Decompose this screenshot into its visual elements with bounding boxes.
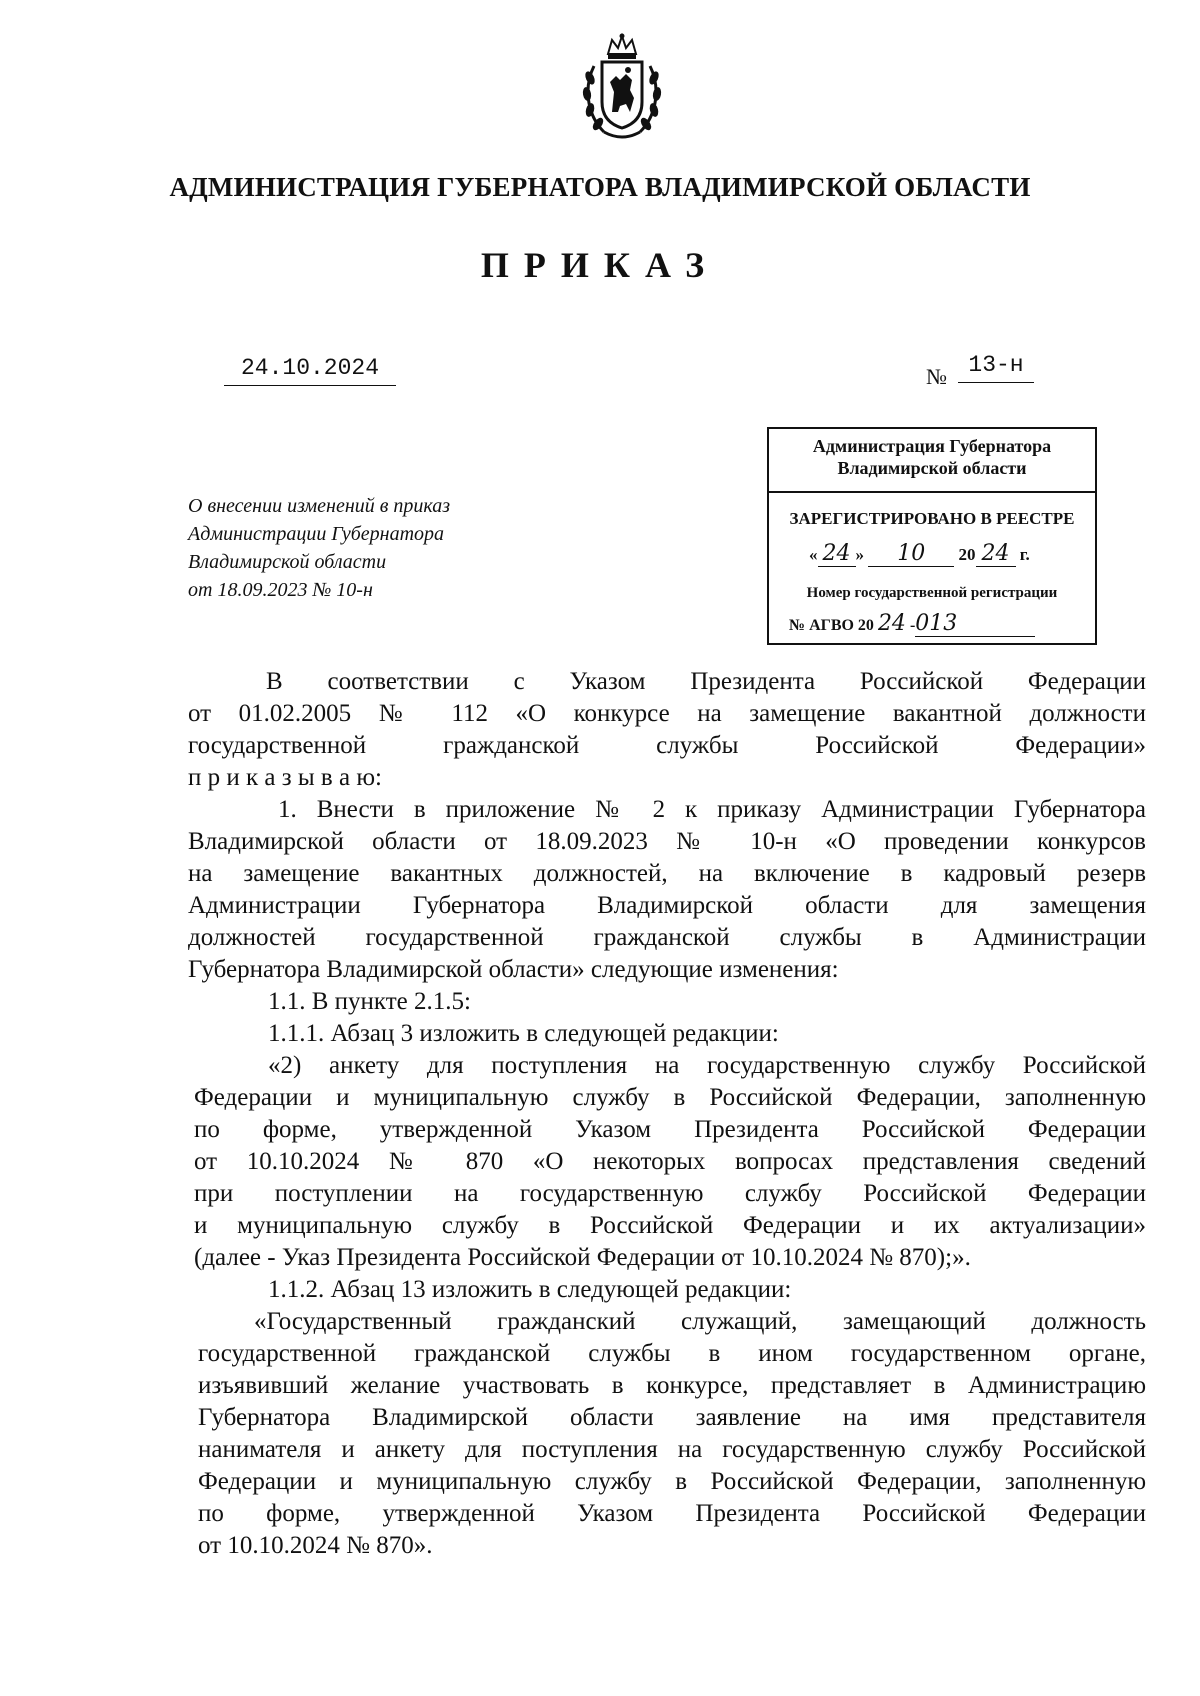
- body-line: Федерации и муниципальную службу в Российской Федерации, заполненную: [194, 1084, 1146, 1111]
- document-date: 24.10.2024: [224, 355, 396, 386]
- stamp-org-line-1: Администрация Губернатора: [812, 436, 1052, 456]
- stamp-organization: [769, 435, 1095, 479]
- body-line: Администрации Губернатора Владимирской области для замещения: [188, 892, 1146, 919]
- body-line: должностей государственной гражданской службы в Администрации: [188, 924, 1146, 951]
- stamp-quote-open: «: [809, 545, 818, 564]
- subject-line: от 18.09.2023 № 10-н: [188, 579, 373, 601]
- organization-title: АДМИНИСТРАЦИЯ ГУБЕРНАТОРА ВЛАДИМИРСКОЙ ОБЛАСТИ: [169, 172, 1031, 202]
- stamp-date: [809, 541, 1030, 567]
- stamp-reg-prefix: № АГВО 20: [789, 617, 874, 634]
- stamp-month: 10: [868, 541, 954, 567]
- stamp-divider: [769, 491, 1095, 493]
- number-sign: №: [926, 364, 947, 389]
- body-line: на замещение вакантных должностей, на включение в кадровый резерв: [188, 860, 1146, 887]
- stamp-gos-reg-label: Номер государственной регистрации: [806, 585, 1058, 601]
- body-line: нанимателя и анкету для поступления на государственную службу Российской: [198, 1436, 1146, 1463]
- body-line: от 10.10.2024 № 870».: [198, 1532, 433, 1559]
- document-subject: [188, 492, 450, 604]
- body-line: от 10.10.2024 № 870 «О некоторых вопросах представления сведений: [194, 1148, 1146, 1175]
- stamp-year-prefix: 20: [958, 545, 976, 564]
- body-line: государственной гражданской службы в ином государственном органе,: [198, 1340, 1146, 1367]
- document-type-title: ПРИКАЗ: [480, 245, 720, 285]
- stamp-year-unit: г.: [1019, 545, 1030, 564]
- body-line: по форме, утвержденной Указом Президента Российской Федерации: [198, 1500, 1146, 1527]
- registration-stamp: [767, 427, 1097, 645]
- body-line: по форме, утвержденной Указом Президента Российской Федерации: [194, 1116, 1146, 1143]
- body-line: изъявивший желание участвовать в конкурсе, представляет в Администрацию: [198, 1372, 1146, 1399]
- stamp-quote-close: »: [855, 545, 864, 564]
- stamp-year-suffix: 24: [976, 541, 1016, 567]
- stamp-registered-label: ЗАРЕГИСТРИРОВАНО В РЕЕСТРЕ: [789, 509, 1075, 528]
- body-line: 1. Внести в приложение № 2 к приказу Администрации Губернатора: [278, 796, 1146, 823]
- subject-line: Администрации Губернатора: [188, 523, 445, 545]
- body-line: при поступлении на государственную службу Российской Федерации: [194, 1180, 1146, 1207]
- body-line: от 01.02.2005 № 112 «О конкурсе на замещение вакантной должности: [188, 700, 1146, 727]
- document-number: 13-н: [958, 352, 1034, 383]
- stamp-reg-sep: -: [909, 617, 916, 634]
- body-line: «Государственный гражданский служащий, замещающий должность: [254, 1308, 1146, 1335]
- body-line: В соответствии с Указом Президента Российской Федерации: [266, 668, 1146, 695]
- body-line: и муниципальную службу в Российской Федерации и их актуализации»: [194, 1212, 1146, 1239]
- body-line: «2) анкету для поступления на государственную службу Российской: [268, 1052, 1146, 1079]
- stamp-registration-number: [789, 611, 1035, 637]
- subject-line: О внесении изменений в приказ: [188, 495, 451, 517]
- body-line: Федерации и муниципальную службу в Российской Федерации, заполненную: [198, 1468, 1146, 1495]
- body-line: 1.1.2. Абзац 13 изложить в следующей редакции:: [268, 1276, 792, 1303]
- body-line: п р и к а з ы в а ю:: [188, 764, 382, 791]
- stamp-reg-year: 24: [877, 611, 906, 636]
- stamp-org-line-2: Владимирской области: [837, 458, 1027, 478]
- body-line: 1.1. В пункте 2.1.5:: [268, 988, 471, 1015]
- body-line: Губернатора Владимирской области заявление на имя представителя: [198, 1404, 1146, 1431]
- body-line: государственной гражданской службы Российской Федерации»: [188, 732, 1146, 759]
- body-line: Губернатора Владимирской области» следующие изменения:: [188, 956, 839, 983]
- stamp-reg-number: 013: [915, 611, 1035, 637]
- body-line: (далее - Указ Президента Российской Федерации от 10.10.2024 № 870);».: [194, 1244, 971, 1271]
- stamp-day: 24: [818, 541, 856, 567]
- body-line: Владимирской области от 18.09.2023 № 10-н «О проведении конкурсов: [188, 828, 1146, 855]
- subject-line: Владимирской области: [188, 551, 387, 573]
- body-line: 1.1.1. Абзац 3 изложить в следующей редакции:: [268, 1020, 779, 1047]
- coat-of-arms-emblem: [580, 32, 664, 144]
